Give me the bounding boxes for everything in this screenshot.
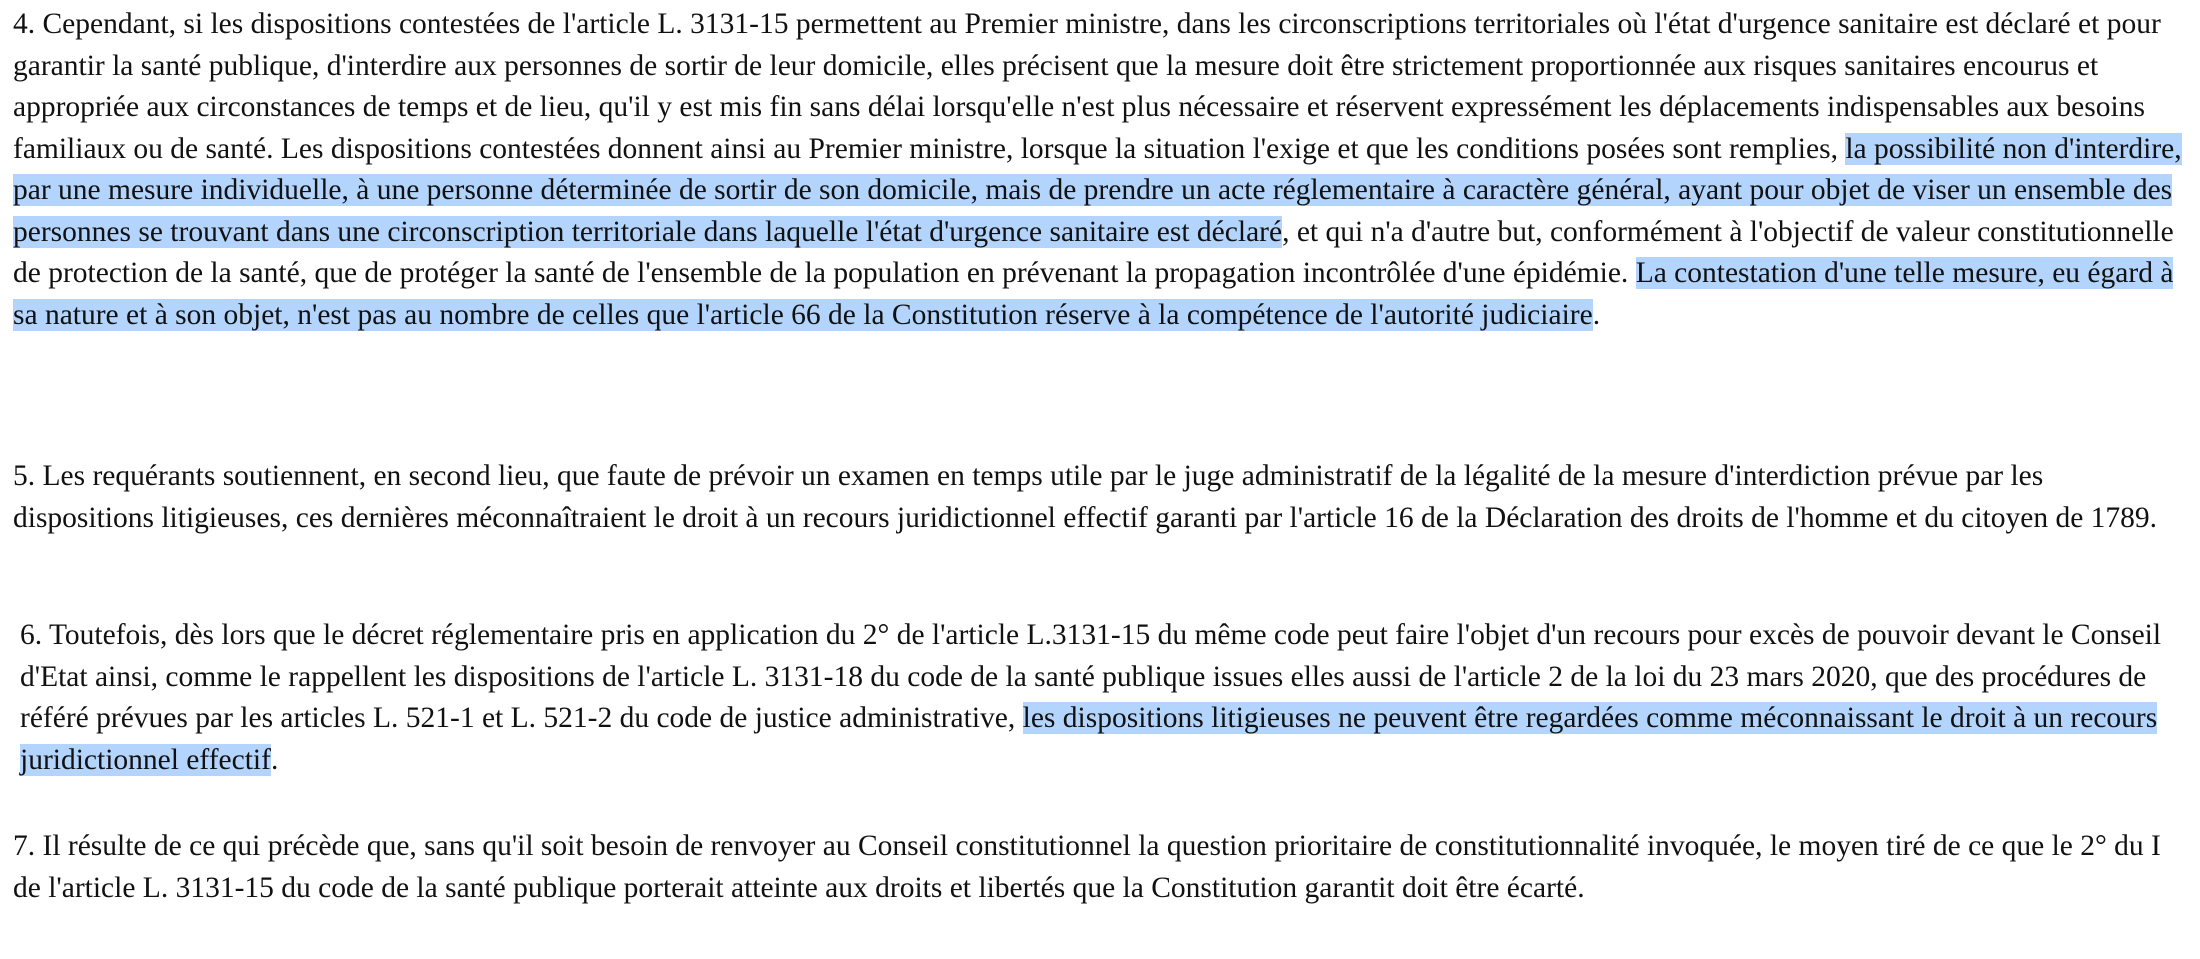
paragraph-6-text-start: 6. Toutefois, dès lors que le décret réglementaire pris en application du 2° de l'article L.3131-15 du même code peut faire l'objet d'un recours pour excès de pouvoir devant le Conseil d'Etat ainsi, comme le rappellent les dispositions de l'article L. 3131-18 du code de la santé publique issues elles aussi de l'article 2 de la loi du 23 mars 2020, que des procédures de référé prévues par les articles L. 521-1 et L. 521-2 du code de justice administrative, xyxy=(20,619,2162,734)
paragraph-7: 7. Il résulte de ce qui précède que, sans qu'il soit besoin de renvoyer au Conseil constitutionnel la question prioritaire de constitutionnalité invoquée, le moyen tiré de ce que le 2° du I de l'article L. 3131-15 du code de la santé publique porterait atteinte aux droits et libertés que la Constitution garantit doit être écarté. xyxy=(13,830,2161,904)
paragraph-4-text-middle: , et qui n'a d'autre but, conformément à l'objectif de valeur constitutionnelle de protection de la santé, que de protéger la santé de l'ensemble de la population en prévenant la propagation incontrôlée d'une épidémie. xyxy=(13,215,2174,289)
paragraph-4-text-start: 4. Cependant, si les dispositions contestées de l'article L. 3131-15 permettent au Premier ministre, dans les circonscriptions territoriales où l'état d'urgence sanitaire est déclaré et pour garantir la santé publique, d'interdire aux personnes de sortir de leur domicile, elles précisent que la mesure doit être strictement proportionnée aux risques sanitaires encourus et appropriée aux circonstances de temps et de lieu, qu'il y est mis fin sans délai lorsqu'elle n'est plus nécessaire et réservent expressément les déplacements indispensables aux besoins familiaux ou de santé. Les dispositions contestées donnent ainsi au Premier ministre, lorsque la situation l'exige et que les conditions posées sont remplies, xyxy=(13,8,2161,165)
selected-text-highlight[interactable]: la possibilité non d'interdire, par une mesure individuelle, à une personne déterminée de sortir de son domicile, mais de prendre un acte réglementaire à caractère général, ayant pour objet de viser un ensemble des personnes se trouvant dans une circonscription territoriale dans laquelle l'état d'urgence sanitaire est déclaré xyxy=(13,132,2182,248)
paragraph-6-text-end: . xyxy=(270,743,279,776)
selected-text-highlight[interactable]: les dispositions litigieuses ne peuvent être regardées comme méconnaissant le droit à un recours juridictionnel effectif xyxy=(20,702,2158,776)
selected-text-highlight[interactable]: La contestation d'une telle mesure, eu égard à sa nature et à son objet, n'est pas au nombre de celles que l'article 66 de la Constitution réserve à la compétence de l'autorité judiciaire xyxy=(13,257,2174,331)
paragraph-6 xyxy=(20,615,2188,781)
paragraph-4-text-end: . xyxy=(1592,298,1601,331)
paragraph-4 xyxy=(13,4,2188,336)
paragraph-5: 5. Les requérants soutiennent, en second lieu, que faute de prévoir un examen en temps utile par le juge administratif de la légalité de la mesure d'interdiction prévue par les dispositions litigieuses, ces dernières méconnaîtraient le droit à un recours juridictionnel effectif garanti par l'article 16 de la Déclaration des droits de l'homme et du citoyen de 1789. xyxy=(13,460,2158,534)
